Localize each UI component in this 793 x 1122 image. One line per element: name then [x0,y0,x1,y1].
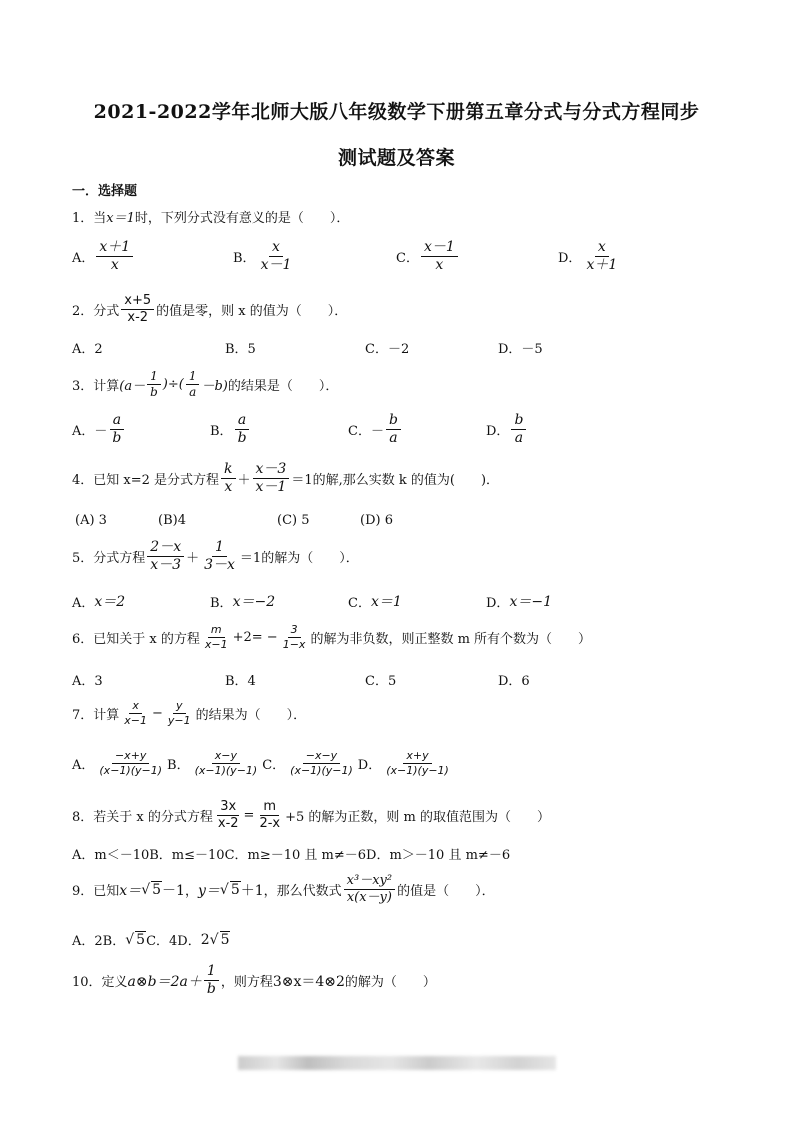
q10-text-pre: 10．定义 [72,975,128,991]
denominator: b [206,981,216,998]
option-label: D． [486,424,510,440]
sqrt-icon: √ [219,881,229,898]
numerator: 1 [212,540,227,557]
q10-equation: 3⊗x＝4⊗2 [272,973,345,990]
q4-text-post: 的解,那么实数 k 的值为( )． [312,473,500,489]
question-3 [72,370,338,399]
q9-options [72,930,230,949]
numerator: 3 [288,624,301,638]
q5-text-pre: 5．分式方程 [72,551,146,567]
q5-text-post: 的解为（ ）． [261,551,359,567]
fraction [96,240,133,274]
q3-option-d [486,413,528,447]
question-10 [72,964,436,998]
q2-text-pre: 2．分式 [72,304,120,320]
q6-mid: +2= − [232,630,278,646]
numerator: x－1 [421,240,458,257]
option-label: A． [72,595,95,611]
numerator: x+5 [121,294,154,310]
fraction [511,413,526,447]
q4-option-d: (D) 6 [360,513,393,528]
fraction [204,964,219,998]
numerator: x−y [212,750,240,764]
numerator: m [260,800,279,816]
numerator: m [208,624,225,638]
q1-option-c [396,240,460,274]
q3-expr-a: (a－ [119,379,146,395]
fraction [215,800,242,832]
denominator: x－3 [150,557,182,574]
q8-options: A．m＜－10B．m≤－10C．m≥－10 且 m≠－6D．m＞－10 且 m≠－6 [72,848,511,863]
option-label: C． [396,251,419,267]
option-label: C．4D． [146,934,201,949]
plus-sign: ＋ [186,551,200,567]
q9-minus-one: －1 [162,882,185,899]
q2-option-b: B．5 [225,342,256,357]
option-label: B． [233,251,256,267]
numerator: k [221,462,235,479]
denominator: a [514,430,524,447]
y-eq: y＝ [197,882,220,899]
numerator: 1 [147,370,161,385]
plus-sign: ＋ [237,473,251,489]
document-title-line2: 测试题及答案 [337,147,455,169]
fraction [253,462,290,496]
q3-text-pre: 3．计算 [72,379,120,395]
denominator: a [189,385,197,400]
numerator: 3x [217,800,239,816]
q1-text-post: 时，下列分式没有意义的是（ ）． [134,211,350,226]
denominator: (x−1)(y−1) [99,764,163,778]
radicand: 5 [220,932,230,948]
q5-option-a [72,591,125,611]
sqrt-icon: √ [141,881,151,898]
numerator: a [235,413,249,430]
fraction [121,294,154,326]
q7-text-pre: 7．计算 [72,708,120,724]
option-label: B． [167,758,190,774]
comma: ， [184,884,198,900]
q2-option-d: D．－5 [498,342,543,357]
option-label: B． [210,424,233,440]
denominator: x(x－y) [346,890,392,906]
q9-text-post: 的值是（ ）． [397,884,495,900]
denominator: (x−1)(y−1) [290,764,353,778]
fraction [147,540,184,574]
question-4 [72,462,499,496]
sqrt-icon: √ [209,931,219,948]
question-1 [72,207,349,226]
denominator: (x−1)(y−1) [386,764,449,778]
option-label: D． [357,758,382,774]
sign: － [370,424,384,440]
numerator: 1 [204,964,219,981]
equals: = [243,808,255,824]
q5-option-c [348,591,402,611]
q6-text-pre: 6．已知关于 x 的方程 [72,632,200,648]
denominator: x-2 [217,816,239,832]
option-label: A． [72,251,95,267]
q3-text-post: 的结果是（ ）． [227,379,339,395]
q2-text-post: 的值是零，则 x 的值为（ ）． [156,304,348,320]
q4-option-a: (A) 3 [75,513,107,528]
fraction [256,800,283,832]
fraction [109,413,124,447]
coefficient: 2 [200,931,210,948]
denominator: x [224,479,233,496]
q5-option-b [210,591,275,611]
denominator: x [110,257,119,274]
fraction [344,874,395,906]
fraction [96,750,165,777]
option-label: D． [558,251,582,267]
q3-option-c [348,413,403,447]
fraction [258,240,295,274]
fraction [165,700,194,727]
numerator: 1 [186,370,200,385]
numerator: x－3 [253,462,290,479]
numerator: −x+y [112,750,149,764]
equals: ＝1 [291,473,313,489]
denominator: b [150,385,158,400]
q7-options [72,750,454,777]
q6-option-b: B．4 [225,674,256,689]
question-6 [72,624,591,651]
document-title-line1: 2021-2022学年北师大版八年级数学下册第五章分式与分式方程同步 [93,101,700,123]
denominator: y−1 [167,714,191,728]
section-heading: 一．选择题 [72,184,138,199]
sign: － [94,424,108,440]
option-label: A．2B． [72,934,126,949]
q8-text-post: +5 的解为正数，则 m 的取值范围为（ ） [285,810,550,826]
q3-expr-c: －b) [201,379,228,395]
denominator: x－1 [255,479,287,496]
q3-expr-b: )÷( [162,377,184,393]
fraction [202,624,231,651]
denominator: x＋1 [586,257,618,274]
numerator: 2－x [147,540,184,557]
denominator: x−1 [204,638,228,652]
x-eq: x＝ [119,882,142,899]
sqrt-icon: √ [125,931,135,948]
q1-option-a [72,240,135,274]
radicand: 5 [152,882,162,899]
numerator: b [386,413,401,430]
fraction [235,413,250,447]
denominator: x-2 [127,310,149,326]
numerator: x [269,240,283,257]
q8-text-pre: 8．若关于 x 的分式方程 [72,810,213,826]
q9-text-pre: 9．已知 [72,884,120,900]
radicand: 5 [136,932,146,948]
option-label: D． [486,595,510,611]
q7-text-post: 的结果为（ ）． [195,708,307,724]
option-label: B． [210,595,233,611]
q6-text-post: 的解为非负数，则正整数 m 所有个数为（ ） [310,632,592,648]
denominator: a [389,430,398,447]
q10-mid: ，则方程 [220,975,273,991]
q10-definition: a⊗b＝2a＋ [127,973,202,990]
q3-option-a [72,413,126,447]
question-9 [72,874,495,906]
numerator: x [129,700,142,714]
fraction [147,370,161,399]
q1-option-b [233,240,296,274]
q4-text-pre: 4．已知 x=2 是分式方程 [72,473,220,489]
q1-condition: x＝1 [106,211,135,226]
numerator: x [595,240,609,257]
fraction [386,413,401,447]
denominator: x−1 [124,714,148,728]
question-7 [72,700,306,727]
question-2 [72,294,347,326]
numerator: x+y [403,750,431,764]
numerator: b [511,413,526,430]
fraction [201,540,238,574]
q6-option-a: A．3 [72,674,103,689]
denominator: b [237,430,247,447]
option-value: x＝1 [370,594,402,610]
fraction [287,750,356,777]
numerator: y [173,700,186,714]
fraction [121,700,150,727]
denominator: 2-x [259,816,281,832]
denominator: x [435,257,444,274]
numerator: x³－xy² [344,874,395,890]
denominator: 3－x [204,557,235,574]
option-value: x＝−2 [232,594,276,610]
fraction [186,370,200,399]
option-label: A． [72,758,95,774]
option-value: x＝−1 [509,594,552,610]
q6-option-c: C．5 [365,674,397,689]
fraction [221,462,235,496]
q4-option-b: (B)4 [158,513,186,528]
q10-text-post: 的解为（ ） [344,975,436,991]
fraction [383,750,452,777]
equals: ＝1 [239,551,262,567]
denominator: b [112,430,122,447]
option-value: x＝2 [94,594,126,610]
q1-option-d [558,240,622,274]
q2-option-a: A．2 [72,342,103,357]
option-label: C． [348,595,371,611]
option-label: C． [262,758,286,774]
blurred-footer [238,1056,556,1070]
minus-sign: − [152,706,163,722]
fraction [280,624,309,651]
numerator: −x−y [303,750,340,764]
fraction [421,240,458,274]
denominator: 1−x [282,638,306,652]
question-8 [72,800,550,832]
q6-option-d: D．6 [498,674,530,689]
q2-option-c: C．－2 [365,342,410,357]
option-label: C． [348,424,371,440]
numerator: x＋1 [96,240,133,257]
denominator: (x−1)(y−1) [194,764,258,778]
denominator: x－1 [260,257,292,274]
numerator: a [110,413,124,430]
q3-option-b [210,413,252,447]
question-5 [72,540,359,574]
q9-plus-one: ＋1 [240,882,264,899]
q5-option-d [486,591,552,611]
radicand: 5 [230,882,240,899]
q4-option-c: (C) 5 [277,513,310,528]
fraction [583,240,620,274]
q9-mid: ，那么代数式 [263,884,342,900]
option-label: A． [72,424,95,440]
q1-text-pre: 1．当 [72,211,107,226]
fraction [192,750,261,777]
